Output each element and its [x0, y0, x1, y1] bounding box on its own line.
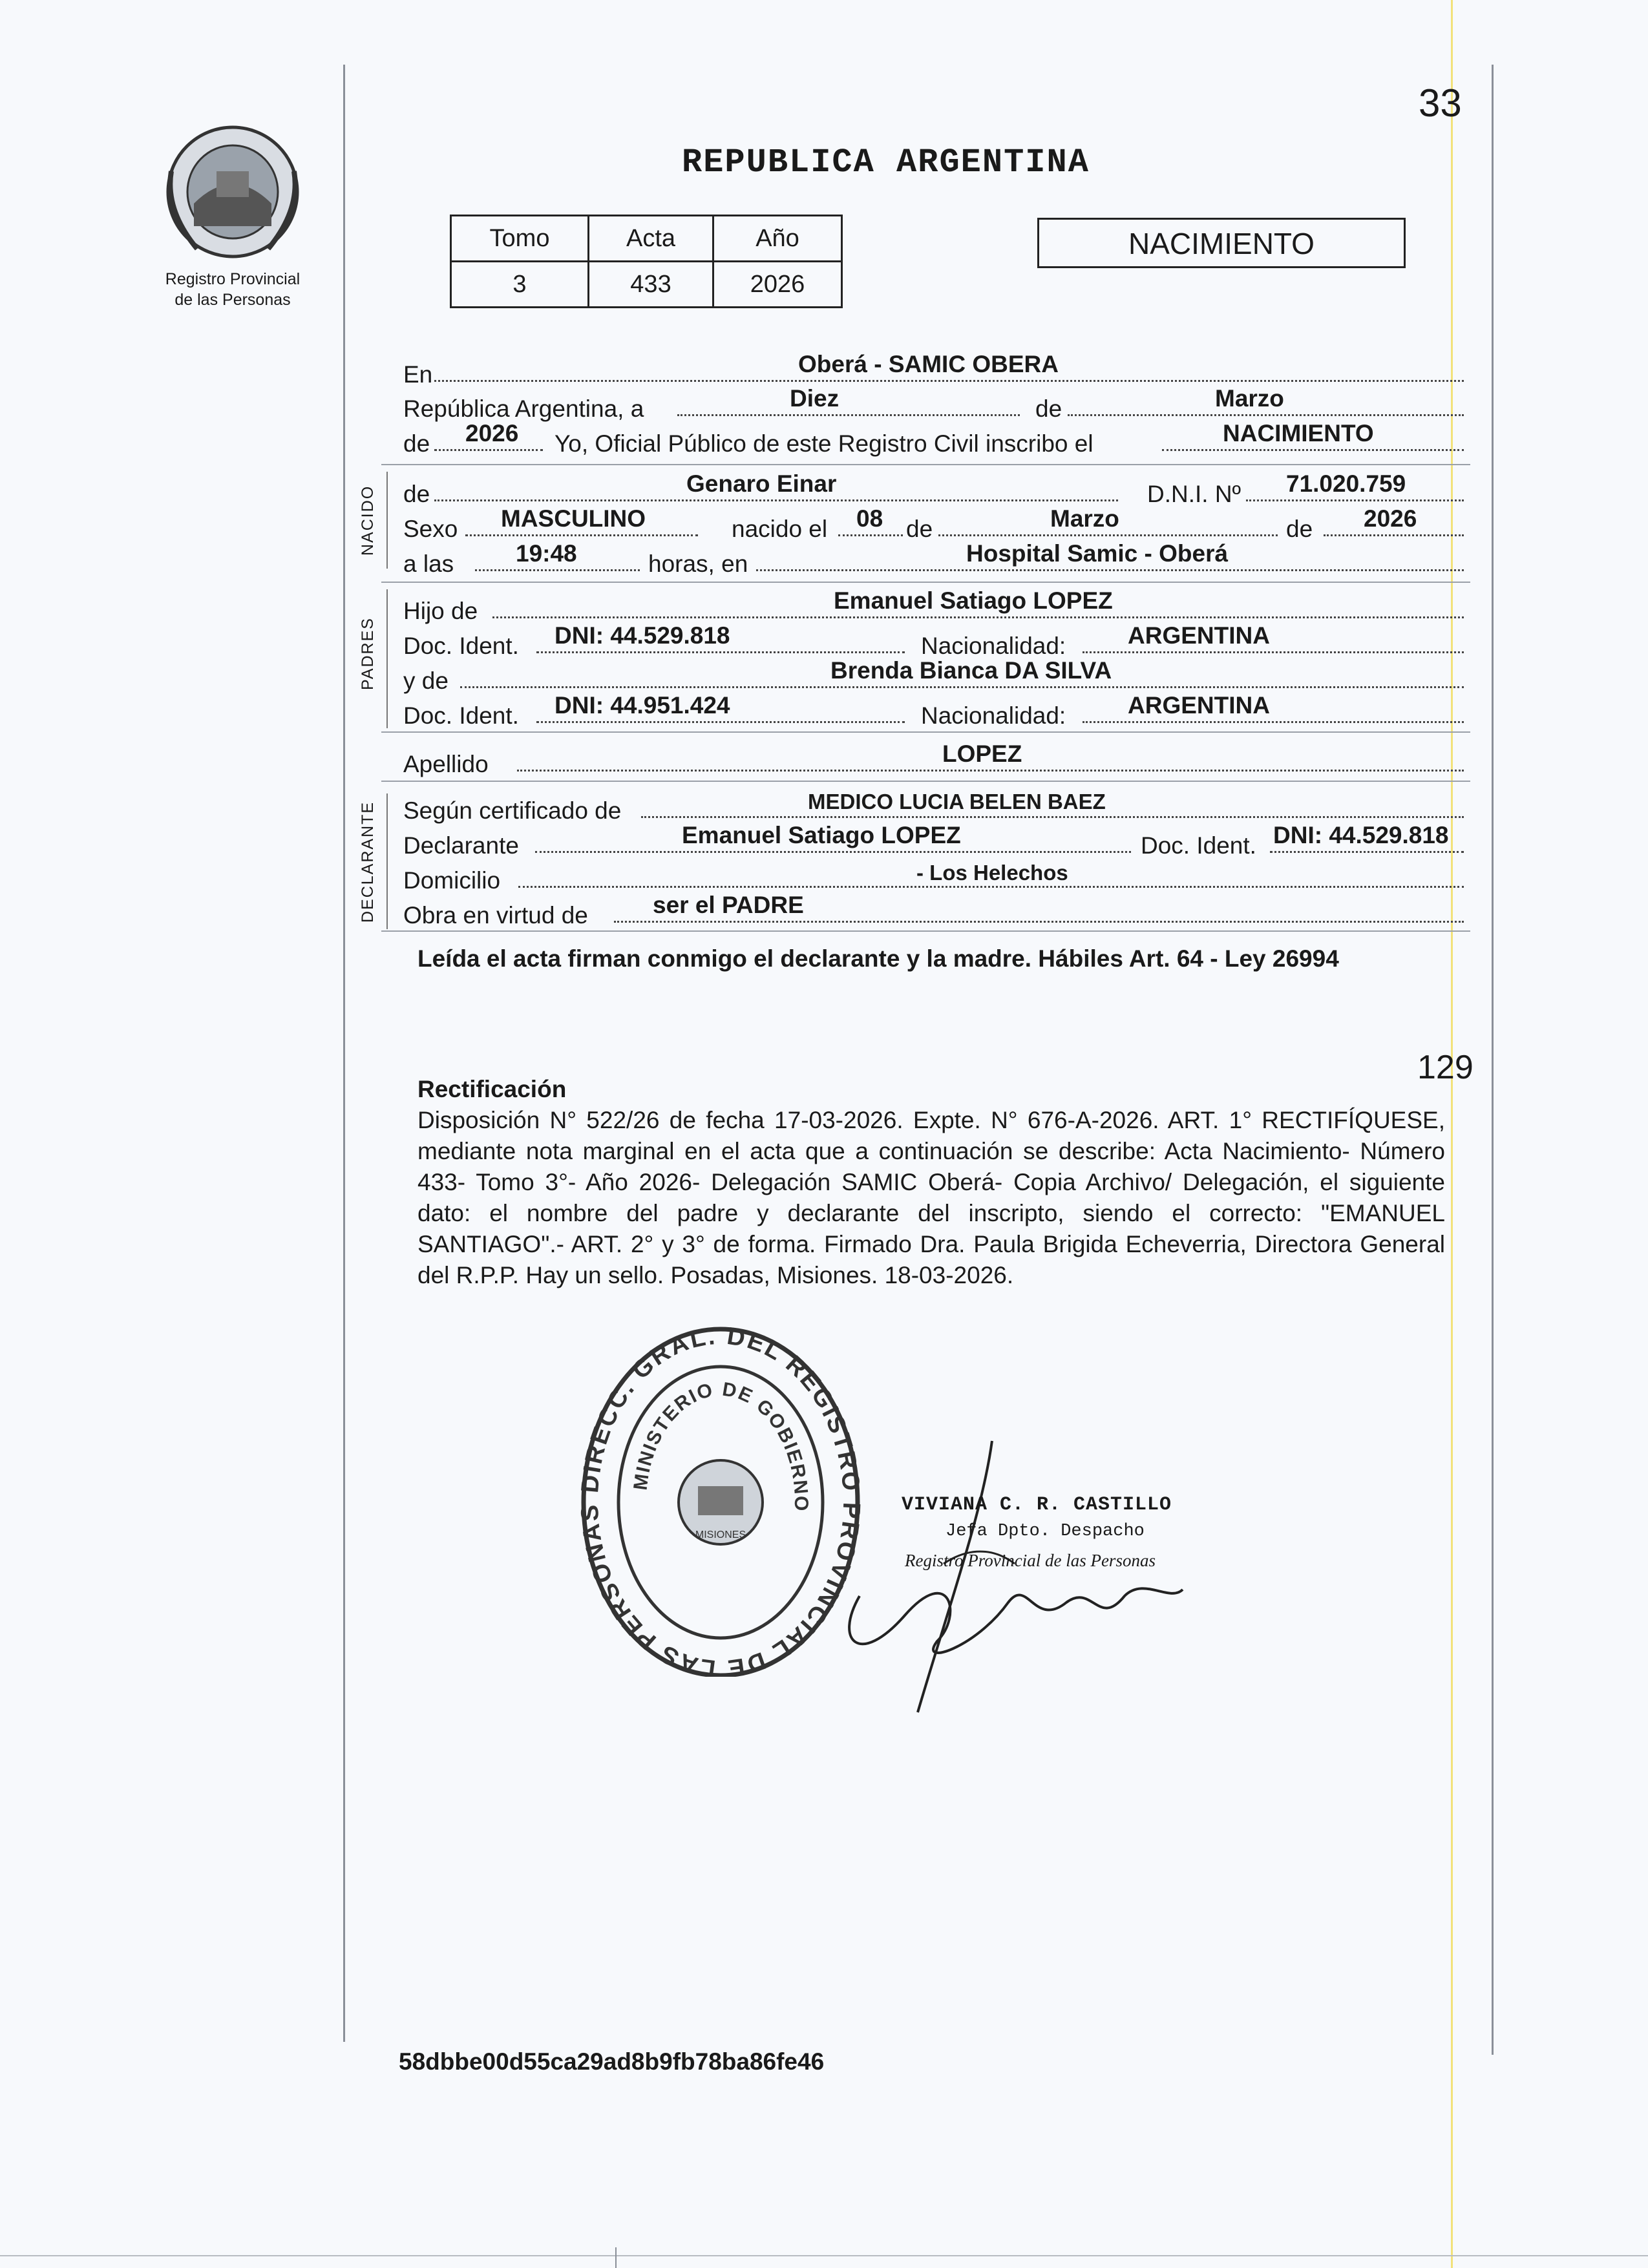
declarante-doc-dotted-line: [1270, 851, 1464, 853]
mes-value: Marzo: [1215, 385, 1284, 412]
firma-role: Jefa Dpto. Despacho: [945, 1522, 1145, 1541]
section-divider-2: [381, 582, 1470, 583]
cert-value: MEDICO LUCIA BELEN BAEZ: [808, 790, 1106, 814]
yellow-fold-line: [1451, 0, 1453, 2268]
anio-nac-value: 2026: [1364, 505, 1417, 532]
horas-en-label: horas, en: [648, 551, 748, 577]
stamp-inner-path: MINISTERIO DE GOBIERNO: [629, 1378, 812, 1513]
bottom-edge-line: [0, 2255, 1648, 2256]
mes-nac-value: Marzo: [1050, 505, 1119, 532]
declarante-label: Declarante: [403, 832, 519, 859]
nacido-de-label-3: de: [1286, 516, 1313, 542]
obra-label: Obra en virtud de: [403, 902, 588, 929]
yo-text: Yo, Oficial Público de este Registro Civil inscribo el: [555, 430, 1093, 457]
nombre-value: Genaro Einar: [686, 470, 837, 497]
y-de-label: y de: [403, 667, 449, 694]
apellido-dotted-line: [517, 770, 1464, 772]
sexo-label: Sexo: [403, 516, 458, 542]
domicilio-dotted-line: [518, 886, 1464, 888]
cert-dotted-line: [641, 816, 1464, 818]
padre-nac-dotted-line: [1083, 651, 1464, 653]
madre-value: Brenda Bianca DA SILVA: [830, 657, 1112, 684]
nombre-dotted-line: [434, 499, 1118, 501]
padre-doc-label: Doc. Ident.: [403, 633, 519, 659]
doc-type-box: NACIMIENTO: [1037, 218, 1406, 268]
anio-nac-dotted-line: [1324, 534, 1464, 536]
table-value-row: [451, 262, 842, 308]
left-margin-line: [343, 65, 345, 2042]
padres-side-label: PADRES: [359, 617, 377, 690]
stamp-center-text: MISIONES: [695, 1529, 746, 1540]
declarante-doc-label: Doc. Ident.: [1141, 832, 1256, 859]
obra-dotted-line: [614, 921, 1464, 923]
rectificacion-body: Disposición N° 522/26 de fecha 17-03-2026. Expte. N° 676-A-2026. ART. 1° RECTIFÍQUESE, mediante nota marginal en el acta que a continuación se describe: Acta Nacimiento- Número 433- Tomo 3°- Año 2026- Delegación SAMIC Oberá- Copia Archivo/ Delegación, el siguiente dato: el nombre del padre y declarante del inscripto, siendo el correcto: "EMANUEL SANTIAGO".- ART. 2° y 3° de forma. Firmado Dra. Paula Brigida Echeverria, Directora General del R.P.P. Hay un sello. Posadas, Misiones. 18-03-2026.: [417, 1107, 1445, 1288]
de-label-1: de: [1035, 395, 1062, 422]
section-divider-4: [381, 781, 1470, 782]
madre-doc-label: Doc. Ident.: [403, 702, 519, 729]
acta-header: Acta: [589, 216, 713, 262]
declarante-bracket: [386, 793, 388, 929]
padre-doc-dotted-line: [536, 651, 905, 653]
section-divider-3: [381, 731, 1470, 733]
document-title: REPUBLICA ARGENTINA: [682, 143, 1090, 182]
nacido-de-label: de: [403, 481, 430, 507]
registry-name-line1: Registro Provincial: [165, 270, 301, 288]
madre-dotted-line: [460, 686, 1464, 688]
en-dotted-line: [434, 380, 1464, 382]
dni-value: 71.020.759: [1286, 470, 1406, 497]
lugar-nac-value: Hospital Samic - Oberá: [966, 540, 1229, 567]
madre-doc-value: DNI: 44.951.424: [555, 692, 730, 719]
registry-seal-icon: [158, 120, 307, 265]
tomo-header: Tomo: [451, 216, 589, 262]
tomo-acta-anio-table: [450, 215, 843, 308]
section-divider-5: [381, 930, 1470, 932]
nacido-side-label: NACIDO: [359, 485, 377, 556]
declarante-side-label: DECLARANTE: [359, 801, 377, 923]
mes-dotted-line: [1068, 414, 1464, 416]
declarante-dotted-line: [535, 851, 1131, 853]
padre-nac-value: ARGENTINA: [1128, 622, 1270, 649]
apellido-label: Apellido: [403, 751, 489, 777]
madre-nac-label: Nacionalidad:: [921, 702, 1066, 729]
sexo-dotted-line: [465, 534, 698, 536]
lugar-nac-dotted-line: [756, 569, 1464, 571]
dia-nac-value: 08: [856, 505, 883, 532]
de-label-2: de: [403, 430, 430, 457]
padre-value: Emanuel Satiago LOPEZ: [834, 587, 1113, 614]
anio-header: Año: [713, 216, 842, 262]
hora-value: 19:48: [516, 540, 577, 567]
mes-nac-dotted-line: [938, 534, 1278, 536]
dia-nac-dotted-line: [838, 534, 903, 536]
dni-dotted-line: [1246, 499, 1464, 501]
firma-name: VIVIANA C. R. CASTILLO: [902, 1494, 1172, 1516]
hora-dotted-line: [475, 569, 640, 571]
anio-value: 2026: [465, 420, 519, 446]
rectificacion-number: 129: [1417, 1049, 1474, 1086]
page-number: 33: [1419, 81, 1462, 125]
padre-doc-value: DNI: 44.529.818: [555, 622, 730, 649]
bottom-tick: [615, 2247, 617, 2268]
inscribo-dotted-line: [1162, 449, 1464, 451]
dni-label: D.N.I. Nº: [1147, 481, 1241, 507]
obra-value: ser el PADRE: [653, 892, 804, 918]
table-header-row: [451, 216, 842, 262]
padre-dotted-line: [492, 616, 1464, 618]
section-divider-1: [381, 464, 1470, 465]
handwritten-signature: [821, 1434, 1209, 1732]
madre-doc-dotted-line: [536, 721, 905, 723]
alas-label: a las: [403, 551, 454, 577]
registry-name-line2: de las Personas: [174, 291, 291, 309]
lectura-text: Leída el acta firman conmigo el declarante y la madre. Hábiles Art. 64 - Ley 26994: [417, 945, 1339, 972]
inscribo-value: NACIMIENTO: [1223, 420, 1374, 446]
declarante-value: Emanuel Satiago LOPEZ: [682, 822, 961, 848]
republica-label: República Argentina, a: [403, 395, 644, 422]
domicilio-label: Domicilio: [403, 867, 501, 894]
right-margin-line: [1492, 65, 1494, 2055]
madre-nac-value: ARGENTINA: [1128, 692, 1270, 719]
nacido-bracket: [386, 472, 388, 569]
acta-value: 433: [589, 262, 713, 308]
sexo-value: MASCULINO: [501, 505, 646, 532]
domicilio-value: - Los Helechos: [916, 861, 1068, 885]
madre-nac-dotted-line: [1083, 721, 1464, 723]
lugar-value: Oberá - SAMIC OBERA: [798, 351, 1059, 377]
padres-bracket: [386, 589, 388, 728]
dia-value: Diez: [790, 385, 840, 412]
declarante-doc-value: DNI: 44.529.818: [1273, 822, 1449, 848]
hijo-de-label: Hijo de: [403, 598, 478, 624]
apellido-value: LOPEZ: [942, 740, 1022, 767]
en-label: En: [403, 361, 433, 388]
nacido-el-label: nacido el: [732, 516, 828, 542]
nacido-de-label-2: de: [906, 516, 933, 542]
anio-dotted-line: [434, 449, 543, 451]
tomo-value: 3: [451, 262, 589, 308]
stamp-outer-path: DIRECC. GRAL. DEL REGISTRO PROVINCIAL DE LAS PERSONAS: [576, 1322, 865, 1677]
anio-value: 2026: [713, 262, 842, 308]
firma-office: Registro Provincial de las Personas: [905, 1551, 1156, 1570]
dia-dotted-line: [677, 414, 1020, 416]
rectificacion-title: Rectificación: [417, 1076, 567, 1102]
document-hash: 58dbbe00d55ca29ad8b9fb78ba86fe46: [399, 2048, 825, 2075]
cert-label: Según certificado de: [403, 797, 622, 824]
padre-nac-label: Nacionalidad:: [921, 633, 1066, 659]
